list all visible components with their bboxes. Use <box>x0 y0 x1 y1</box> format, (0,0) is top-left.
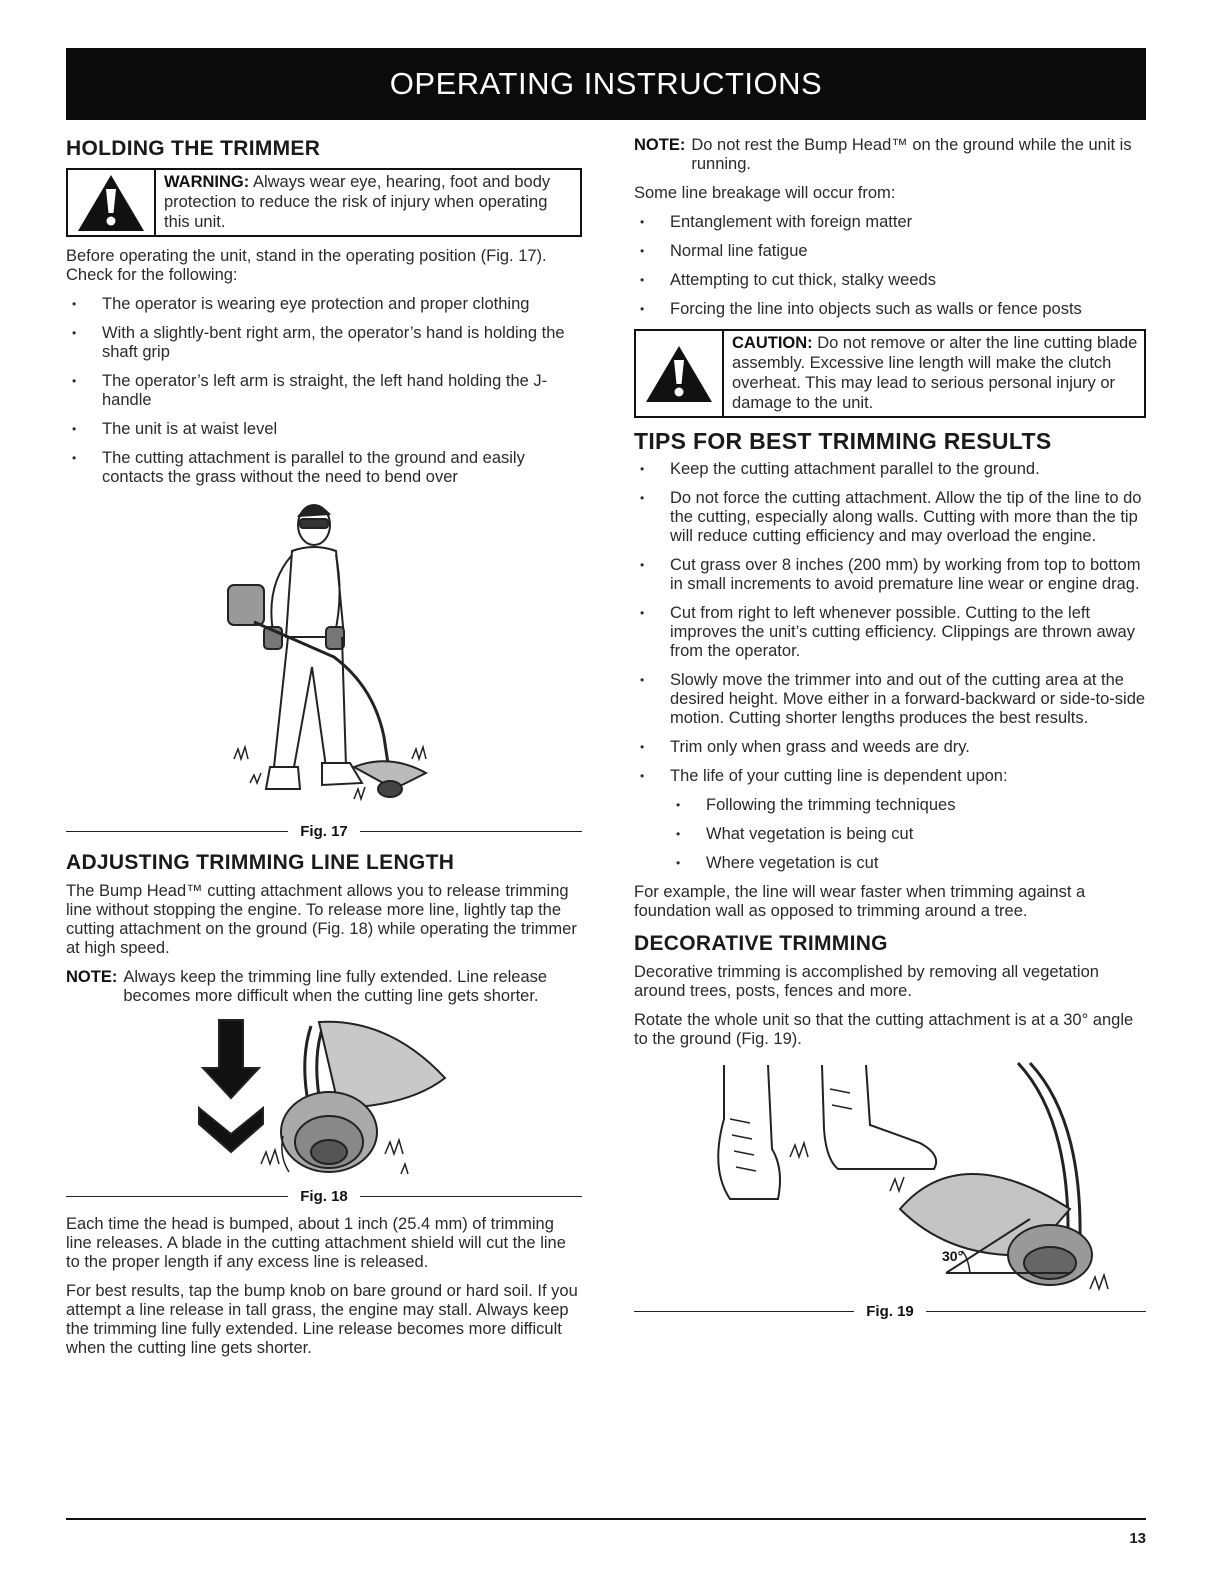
decorative-paragraph-2: Rotate the whole unit so that the cutting attachment is at a 30° angle to the ground (Fig. 19). <box>634 1011 1134 1048</box>
chevron-down-icon <box>199 1108 263 1152</box>
angle-label: 30° <box>942 1248 964 1264</box>
list-item: • The cutting attachment is parallel to the ground and easily contacts the grass without the need to bend over <box>66 449 582 487</box>
list-item: • Trim only when grass and weeds are dry. <box>634 738 1146 757</box>
adjusting-paragraph-3: For best results, tap the bump knob on bare ground or hard soil. If you attempt a line release in tall grass, the engine may stall. Always keep the trimming line fully extended. Line release becomes more difficult when the cutting line gets shorter. <box>66 1282 578 1357</box>
warning-triangle-icon <box>68 170 156 235</box>
list-item: • Normal line fatigue <box>634 242 1146 261</box>
tips-heading: TIPS FOR BEST TRIMMING RESULTS <box>634 428 1052 454</box>
fig-17-caption <box>66 823 582 840</box>
fig-18-bump-head-illustration <box>189 1016 459 1184</box>
page-title-banner <box>66 48 1146 120</box>
adjusting-note <box>66 968 582 1006</box>
list-item: • Cut grass over 8 inches (200 mm) by working from top to bottom in small increments to avoid premature line wear or engine drag. <box>634 556 1146 594</box>
fig-18-caption <box>66 1188 582 1205</box>
page-title: OPERATING INSTRUCTIONS <box>389 66 823 101</box>
list-item: • The unit is at waist level <box>66 420 582 439</box>
tips-example: For example, the line will wear faster when trimming against a foundation wall as opposed to trimming around a tree. <box>634 883 1086 920</box>
list-item: • Following the trimming techniques <box>634 796 1146 815</box>
adjusting-paragraph-2: Each time the head is bumped, about 1 inch (25.4 mm) of trimming line releases. A blade in the cutting attachment shield will cut the line to the proper length if any excess line is released. <box>66 1215 566 1271</box>
list-item: • Slowly move the trimmer into and out of the cutting area at the desired height. Move either in a forward-backward or side-to-side motion. Cutting shorter lengths produces the best results. <box>634 671 1146 728</box>
down-arrow-icon <box>203 1020 259 1098</box>
note-text: Always keep the trimming line fully extended. Line release becomes more difficult when the cutting line gets shorter. <box>123 968 548 1005</box>
bump-head-note <box>634 136 1146 174</box>
note-label: NOTE: <box>634 136 686 154</box>
caution-triangle-icon <box>636 331 724 416</box>
right-column <box>634 136 1146 1330</box>
list-item: • Where vegetation is cut <box>634 854 1146 873</box>
left-column <box>66 136 582 1368</box>
adjusting-paragraph-1: The Bump Head™ cutting attachment allows you to release trimming line without stopping the engine. To release more line, lightly tap the cutting attachment on the ground (Fig. 18) while operating the trimmer at high speed. <box>66 882 577 957</box>
fig-19-decorative-trimming-illustration <box>650 1059 1130 1299</box>
breakage-intro: Some line breakage will occur from: <box>634 184 896 202</box>
warning-label: WARNING: <box>164 173 250 191</box>
warning-text: Always wear eye, hearing, foot and body protection to reduce the risk of injury when operating this unit. <box>164 173 551 231</box>
list-item: • Forcing the line into objects such as walls or fence posts <box>634 300 1146 319</box>
holding-heading: HOLDING THE TRIMMER <box>66 137 321 160</box>
list-item: • The operator’s left arm is straight, the left hand holding the J-handle <box>66 372 582 410</box>
fig-17-operator-illustration <box>194 497 454 819</box>
list-item: • Do not force the cutting attachment. Allow the tip of the line to do the cutting, especially along walls. Cutting with more than the tip will reduce cutting efficiency and may overload the engine. <box>634 489 1146 546</box>
list-item: • What vegetation is being cut <box>634 825 1146 844</box>
fig-19-caption <box>634 1303 1146 1320</box>
decorative-paragraph-1: Decorative trimming is accomplished by removing all vegetation around trees, posts, fences and more. <box>634 963 1099 1000</box>
list-item: • Keep the cutting attachment parallel to the ground. <box>634 460 1146 479</box>
decorative-heading: DECORATIVE TRIMMING <box>634 932 888 955</box>
fig-18-label: Fig. 18 <box>300 1188 348 1205</box>
tips-list <box>634 460 1146 786</box>
note-text: Do not rest the Bump Head™ on the ground while the unit is running. <box>691 136 1132 173</box>
list-item: • With a slightly-bent right arm, the operator’s hand is holding the shaft grip <box>66 324 582 362</box>
list-item: • The operator is wearing eye protection and proper clothing <box>66 295 582 314</box>
breakage-list <box>634 213 1146 319</box>
list-item: • Attempting to cut thick, stalky weeds <box>634 271 1146 290</box>
warning-box <box>66 168 582 237</box>
list-item: • The life of your cutting line is dependent upon: <box>634 767 1146 786</box>
note-label: NOTE: <box>66 968 118 986</box>
line-life-sublist <box>634 796 1146 873</box>
caution-box <box>634 329 1146 418</box>
adjusting-heading: ADJUSTING TRIMMING LINE LENGTH <box>66 851 455 874</box>
caution-text: Do not remove or alter the line cutting blade assembly. Excessive line length will make the clutch overheat. This may lead to serious personal injury or damage to the unit. <box>732 334 1138 412</box>
fig-17-label: Fig. 17 <box>300 823 348 840</box>
page-number: 13 <box>1129 1530 1146 1547</box>
fig-19-label: Fig. 19 <box>866 1303 914 1320</box>
list-item: • Cut from right to left whenever possible. Cutting to the left improves the unit’s cutting efficiency. Clippings are thrown away from the operator. <box>634 604 1146 661</box>
holding-checklist <box>66 295 582 487</box>
caution-label: CAUTION: <box>732 334 813 352</box>
holding-intro: Before operating the unit, stand in the operating position (Fig. 17). Check for the following: <box>66 247 547 284</box>
list-item: • Entanglement with foreign matter <box>634 213 1146 232</box>
footer-rule <box>66 1518 1146 1520</box>
